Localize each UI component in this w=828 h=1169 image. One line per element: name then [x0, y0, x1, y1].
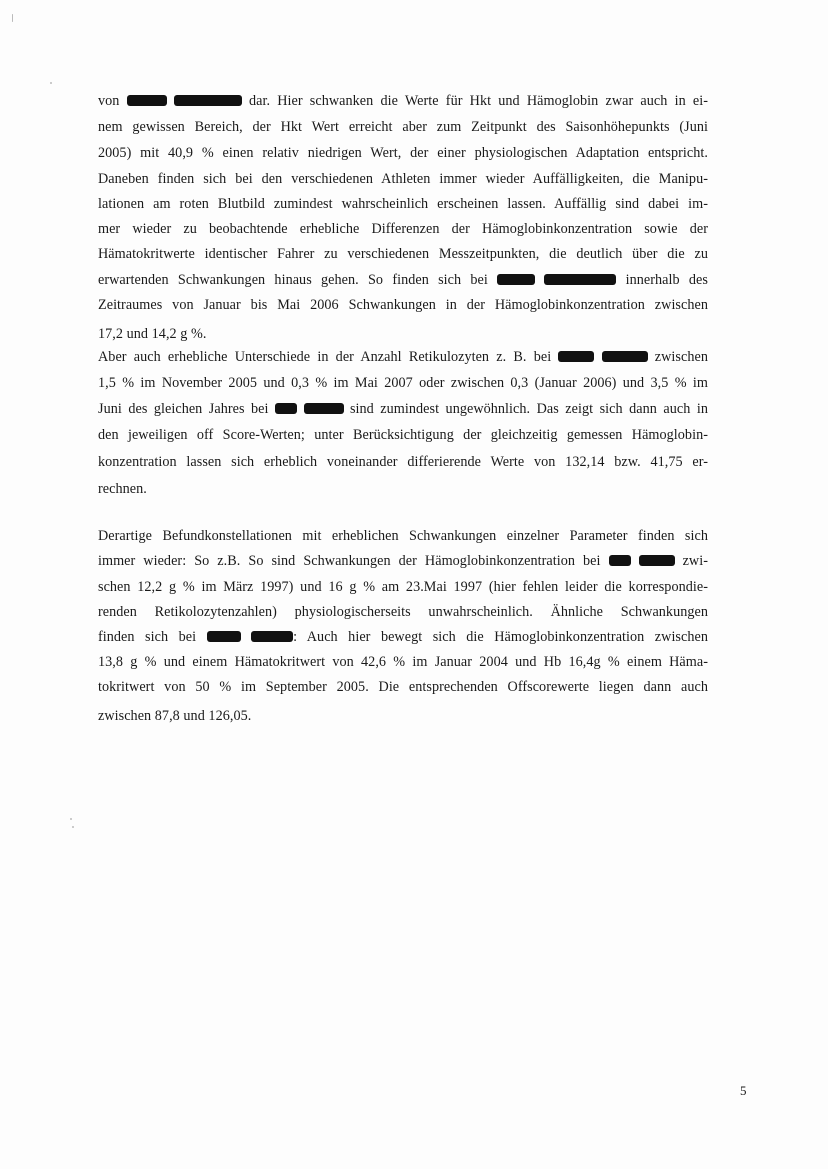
text-segment: Aber auch erhebliche Unterschiede in der Anzahl Retikulozyten z. B. bei	[98, 349, 559, 365]
text-line	[98, 552, 708, 570]
page-number: 5	[740, 1083, 747, 1098]
text-line	[98, 653, 708, 671]
text-segment: von	[98, 93, 127, 109]
text-line	[98, 348, 708, 366]
redaction-bar	[251, 631, 293, 642]
redaction-bar	[558, 351, 594, 362]
text-line	[98, 170, 708, 188]
redaction-bar	[174, 95, 242, 106]
redaction-bar	[304, 403, 344, 414]
text-segment: 1,5 % im November 2005 und 0,3 % im Mai 2007 oder zwischen 0,3 (Januar 2006) und 3,5 % im	[98, 375, 708, 391]
text-segment: dar. Hier schwanken die Werte für Hkt und Hämoglobin zwar auch in ei-	[241, 93, 708, 109]
scan-speck	[70, 818, 72, 820]
text-line	[98, 245, 708, 263]
text-segment: Zeitraumes von Januar bis Mai 2006 Schwankungen in der Hämoglobinkonzentration zwischen	[98, 297, 708, 313]
text-segment: rechnen.	[98, 481, 147, 497]
text-segment: zwischen 87,8 und 126,05.	[98, 708, 252, 724]
text-segment: lationen am roten Blutbild zumindest wahrscheinlich erscheinen lassen. Auffällig sind dabei im-	[98, 196, 708, 212]
redaction-bar	[207, 631, 241, 642]
text-segment: erwartenden Schwankungen hinaus gehen. So finden sich bei	[98, 272, 498, 288]
text-line	[98, 527, 708, 545]
scan-speck	[12, 14, 13, 22]
text-segment: schen 12,2 g % im März 1997) und 16 g % am 23.Mai 1997 (hier fehlen leider die korrespondie-	[98, 579, 708, 595]
redaction-bar	[544, 274, 616, 285]
text-line	[98, 578, 708, 596]
text-segment: tokritwert von 50 % im September 2005. Die entsprechenden Offscorewerte liegen dann auch	[98, 679, 708, 695]
text-line	[98, 325, 206, 343]
text-segment: finden sich bei	[98, 629, 207, 645]
text-segment: zwi-	[674, 553, 708, 569]
text-segment: : Auch hier bewegt sich die Hämoglobinkonzentration zwischen	[293, 629, 708, 645]
text-segment: immer wieder: So z.B. So sind Schwankungen der Hämoglobinkonzentration bei	[98, 553, 609, 569]
text-segment: renden Retikolozytenzahlen) physiologischerseits unwahrscheinlich. Ähnliche Schwankungen	[98, 604, 708, 620]
redaction-bar	[497, 274, 535, 285]
text-segment: konzentration lassen sich erheblich voneinander differierende Werte von 132,14 bzw. 41,75 er-	[98, 454, 708, 470]
text-segment: 17,2 und 14,2 g %.	[98, 326, 207, 342]
text-line	[98, 453, 708, 471]
text-line	[98, 628, 708, 646]
scan-speck	[50, 82, 52, 84]
text-line	[98, 220, 708, 238]
text-segment: den jeweiligen off Score-Werten; unter Berücksichtigung der gleichzeitig gemessen Hämoglobin-	[98, 427, 708, 443]
text-line	[98, 118, 708, 136]
text-segment: Derartige Befundkonstellationen mit erheblichen Schwankungen einzelner Parameter finden sich	[98, 528, 708, 544]
text-line	[98, 144, 708, 162]
text-line	[98, 480, 147, 498]
redaction-bar	[602, 351, 648, 362]
text-segment: innerhalb des	[616, 272, 708, 288]
text-segment: sind zumindest ungewöhnlich. Das zeigt sich dann auch in	[343, 401, 708, 417]
text-line	[98, 400, 708, 418]
text-line	[98, 678, 708, 696]
text-segment: nem gewissen Bereich, der Hkt Wert erreicht aber zum Zeitpunkt des Saisonhöhepunkts (Juni	[98, 119, 708, 135]
redaction-bar	[609, 555, 631, 566]
text-line	[98, 603, 708, 621]
text-segment: Daneben finden sich bei den verschiedenen Athleten immer wieder Auffälligkeiten, die Manipu-	[98, 171, 708, 187]
redaction-bar	[275, 403, 297, 414]
text-segment: mer wieder zu beobachtende erhebliche Differenzen der Hämoglobinkonzentration sowie der	[98, 221, 708, 237]
text-segment: 2005) mit 40,9 % einen relativ niedrigen Wert, der einer physiologischen Adaptation entspricht.	[98, 145, 708, 161]
text-line	[98, 195, 708, 213]
redaction-bar	[127, 95, 167, 106]
text-line	[98, 426, 708, 444]
text-line	[98, 707, 251, 725]
text-line	[98, 296, 708, 314]
text-segment: 13,8 g % und einem Hämatokritwert von 42,6 % im Januar 2004 und Hb 16,4g % einem Häma-	[98, 654, 708, 670]
text-segment: Juni des gleichen Jahres bei	[98, 401, 276, 417]
text-line	[98, 374, 708, 392]
scan-speck	[72, 826, 74, 828]
text-segment: zwischen	[647, 349, 708, 365]
text-line	[98, 92, 708, 110]
text-line	[98, 271, 708, 289]
redaction-bar	[639, 555, 675, 566]
text-segment: Hämatokritwerte identischer Fahrer zu verschiedenen Messzeitpunkten, die deutlich über die zu	[98, 246, 708, 262]
